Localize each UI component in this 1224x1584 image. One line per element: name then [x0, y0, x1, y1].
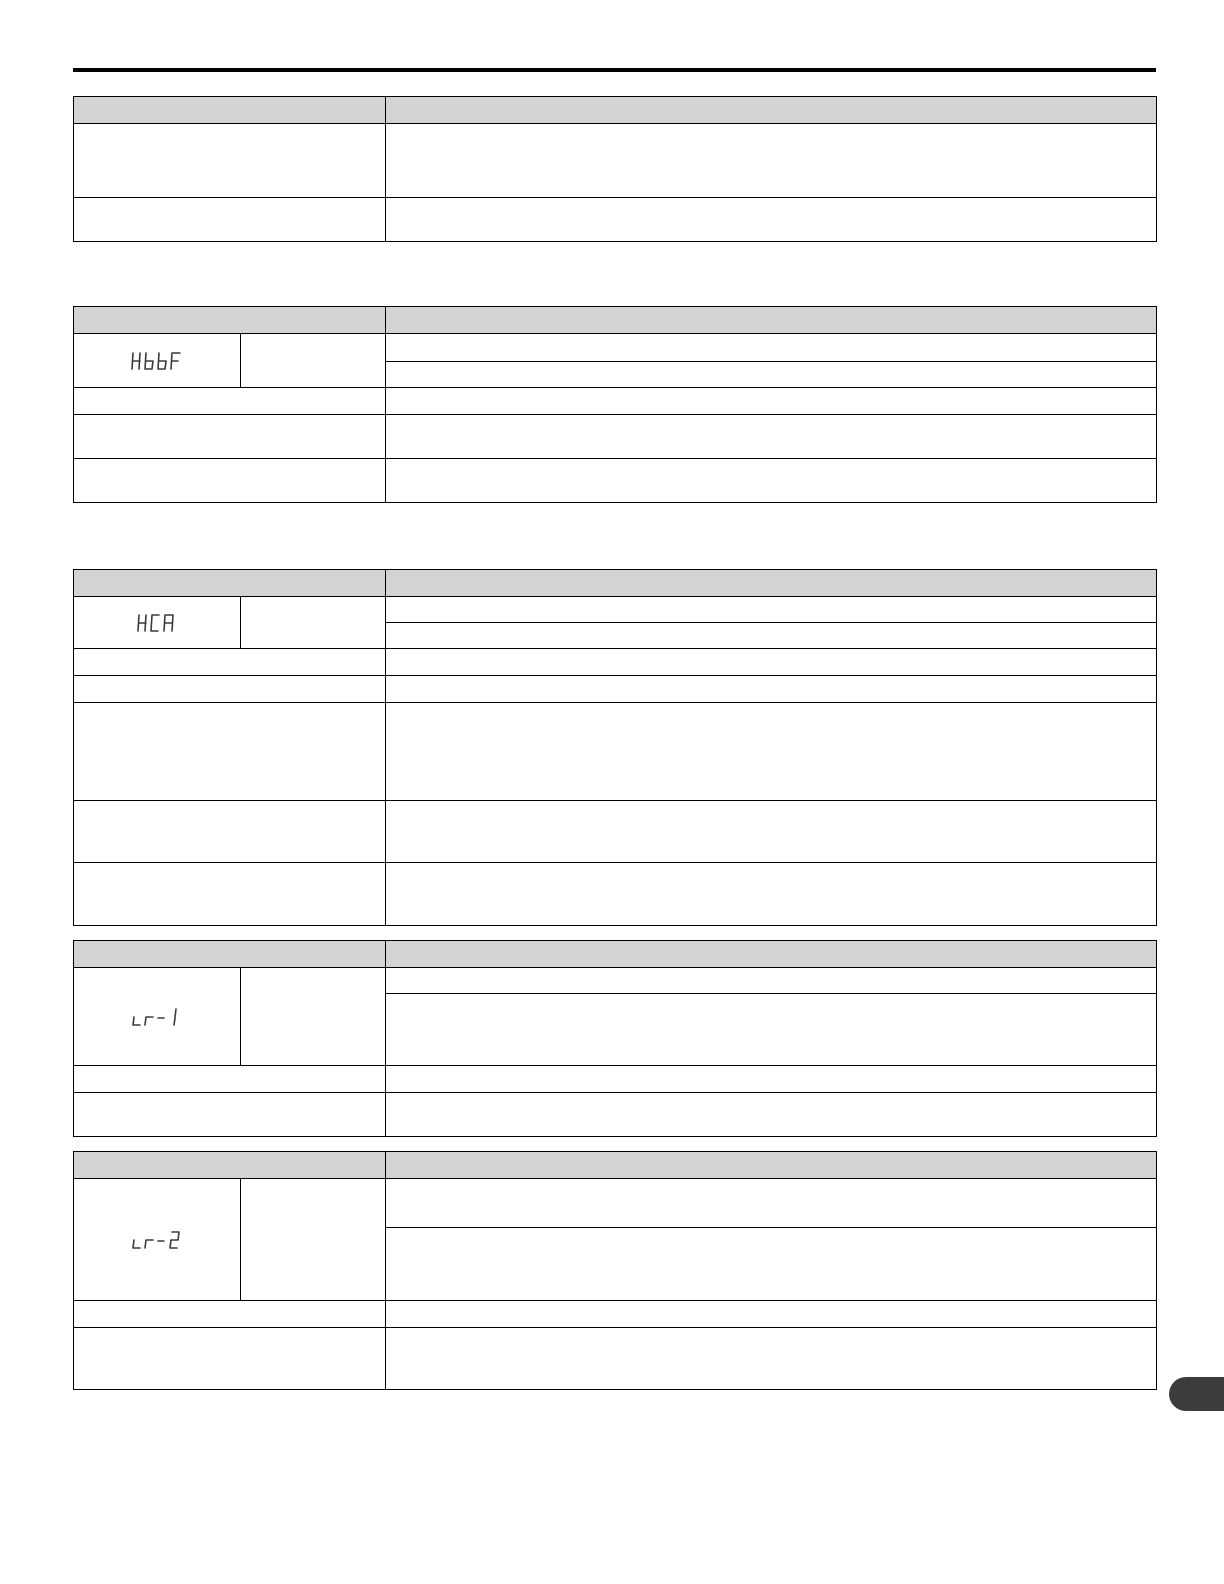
table-header-row — [74, 97, 1157, 124]
fault-name-cell — [241, 597, 386, 649]
table-row — [74, 388, 1157, 415]
cause-cell — [74, 459, 386, 503]
header-name-cell — [386, 941, 1157, 968]
description-cell — [386, 334, 1157, 362]
table-header-row — [74, 307, 1157, 334]
remedy-cell — [386, 676, 1157, 703]
table-header-row — [74, 941, 1157, 968]
seven-segment-lf1-icon — [131, 1005, 183, 1029]
table-row — [74, 198, 1157, 242]
table-row — [74, 1066, 1157, 1093]
header-display-cell — [74, 570, 386, 597]
header-display-cell — [74, 307, 386, 334]
header-cause-cell — [74, 97, 386, 124]
digital-display-hca — [74, 597, 241, 649]
cause-cell — [74, 649, 386, 676]
table-row — [74, 1328, 1157, 1390]
table-hbbf — [73, 306, 1157, 503]
table-row — [74, 968, 1157, 994]
remedy-cell — [386, 124, 1157, 198]
table-row — [74, 1301, 1157, 1328]
cause-cell — [74, 198, 386, 242]
fault-name-cell — [241, 334, 386, 388]
digital-display-lf2 — [74, 1179, 241, 1301]
digital-display-lf1 — [74, 968, 241, 1066]
table-row — [74, 801, 1157, 863]
table-header-row — [74, 1152, 1157, 1179]
table-continuation — [73, 96, 1157, 242]
cause-cell — [74, 863, 386, 926]
table-row — [74, 703, 1157, 801]
cause-cell — [74, 415, 386, 459]
table-row — [74, 459, 1157, 503]
header-name-cell — [386, 1152, 1157, 1179]
table-row — [74, 124, 1157, 198]
seven-segment-lf2-icon — [131, 1228, 183, 1252]
seven-segment-hca-icon — [137, 611, 177, 635]
cause-cell — [74, 676, 386, 703]
table-lf1 — [73, 940, 1157, 1137]
remedy-cell — [386, 415, 1157, 459]
table-row — [74, 415, 1157, 459]
description-cell — [386, 1179, 1157, 1228]
cause-cell — [74, 1093, 386, 1137]
cause-cell — [74, 1066, 386, 1093]
description-cell — [386, 1228, 1157, 1301]
table-row — [74, 649, 1157, 676]
fault-name-cell — [241, 1179, 386, 1301]
remedy-cell — [386, 1328, 1157, 1390]
table-row — [74, 1179, 1157, 1228]
remedy-cell — [386, 703, 1157, 801]
table-row — [74, 334, 1157, 362]
table-row — [74, 1093, 1157, 1137]
cause-cell — [74, 703, 386, 801]
remedy-cell — [386, 1093, 1157, 1137]
remedy-cell — [386, 1301, 1157, 1328]
cause-cell — [74, 1328, 386, 1390]
header-name-cell — [386, 307, 1157, 334]
description-cell — [386, 994, 1157, 1066]
header-remedy-cell — [386, 97, 1157, 124]
cause-cell — [74, 1301, 386, 1328]
cause-cell — [74, 124, 386, 198]
description-cell — [386, 362, 1157, 388]
table-row — [74, 676, 1157, 703]
cause-cell — [74, 801, 386, 863]
digital-display-hbbf — [74, 334, 241, 388]
remedy-cell — [386, 649, 1157, 676]
chapter-tab-icon — [1169, 1377, 1224, 1411]
page-top-rule — [73, 68, 1156, 72]
description-cell — [386, 623, 1157, 649]
description-cell — [386, 968, 1157, 994]
table-row — [74, 597, 1157, 623]
description-cell — [386, 597, 1157, 623]
cause-cell — [74, 388, 386, 415]
remedy-cell — [386, 388, 1157, 415]
table-header-row — [74, 570, 1157, 597]
remedy-cell — [386, 198, 1157, 242]
remedy-cell — [386, 459, 1157, 503]
remedy-cell — [386, 1066, 1157, 1093]
remedy-cell — [386, 801, 1157, 863]
table-lf2 — [73, 1151, 1157, 1390]
remedy-cell — [386, 863, 1157, 926]
seven-segment-hbbf-icon — [131, 349, 183, 373]
header-name-cell — [386, 570, 1157, 597]
fault-name-cell — [241, 968, 386, 1066]
header-display-cell — [74, 941, 386, 968]
table-hca — [73, 569, 1157, 926]
header-display-cell — [74, 1152, 386, 1179]
table-row — [74, 863, 1157, 926]
